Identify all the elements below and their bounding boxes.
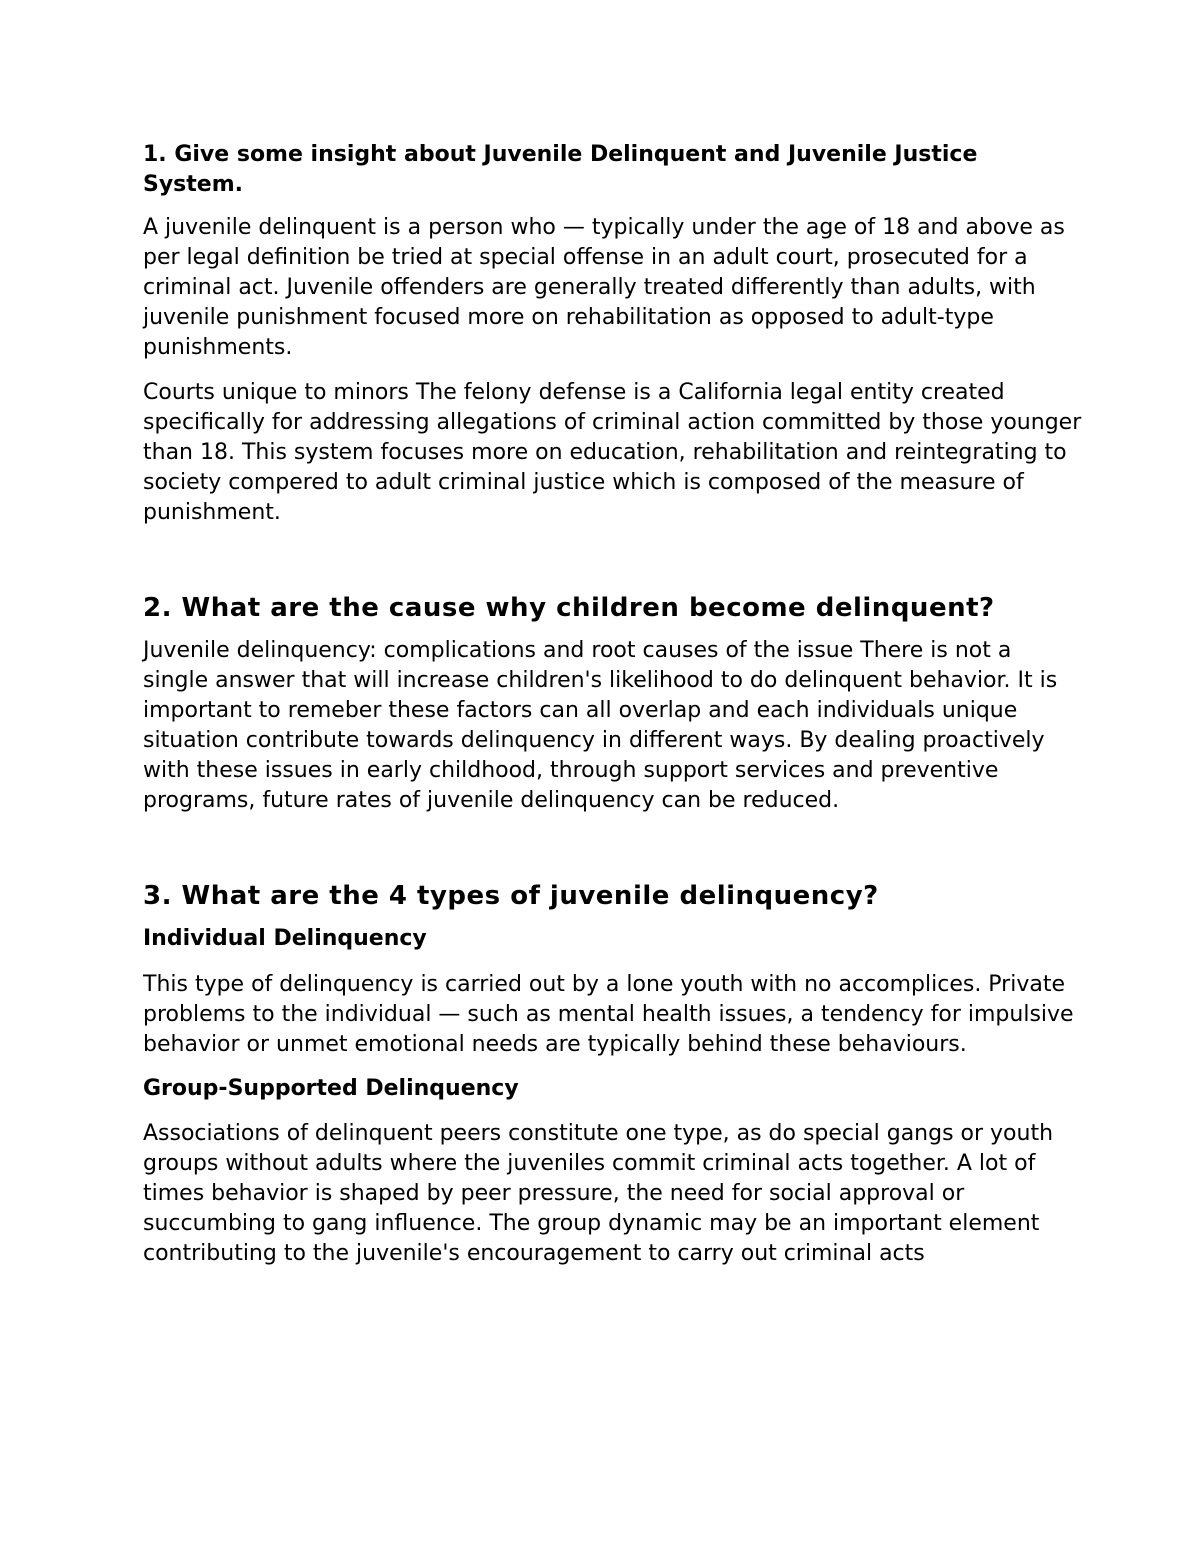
section-1-title: 1. Give some insight about Juvenile Delinquent and Juvenile Justice System. [143, 142, 978, 197]
individual-delinquency-heading: Individual Delinquency [143, 926, 427, 951]
group-supported-delinquency-heading: Group-Supported Delinquency [143, 1076, 519, 1101]
section-2-paragraph-1: Juvenile delinquency: complications and root causes of the issue There is not a single answer that will increase children's likelihood to do delinquent behavior. It is important to remeber these factors can all overlap and each individuals unique situation contribute towards delinquency in different ways. By dealing proactively with these issues in early childhood, through support services and preventive programs, future rates of juvenile delinquency can be reduced. [143, 638, 1058, 813]
group-supported-delinquency-text: Associations of delinquent peers constitute one type, as do special gangs or youth groups without adults where the juveniles commit criminal acts together. A lot of times behavior is shaped by peer pressure, the need for social approval or succumbing to gang influence. The group dynamic may be an important element contributing to the juvenile's encouragement to carry out criminal acts [143, 1121, 1054, 1266]
individual-delinquency-text: This type of delinquency is carried out by a lone youth with no accomplices. Private problems to the individual — such as mental health issues, a tendency for impulsive behavior or unmet emotional needs are typically behind these behaviours. [143, 972, 1074, 1057]
document-page [143, 140, 1083, 1269]
section-1-paragraph-2: Courts unique to minors The felony defense is a California legal entity created specifically for addressing allegations of criminal action committed by those younger than 18. This system focuses more on education, rehabilitation and reintegrating to society compered to adult criminal justice which is composed of the measure of punishment. [143, 380, 1082, 525]
section-1-paragraph-1: A juvenile delinquent is a person who — typically under the age of 18 and above as per legal definition be tried at special offense in an adult court, prosecuted for a criminal act. Juvenile offenders are generally treated differently than adults, with juvenile punishment focused more on rehabilitation as opposed to adult-type punishments. [143, 215, 1065, 360]
section-2-title: 2. What are the cause why children become delinquent? [143, 593, 995, 623]
section-3-title: 3. What are the 4 types of juvenile delinquency? [143, 881, 879, 911]
